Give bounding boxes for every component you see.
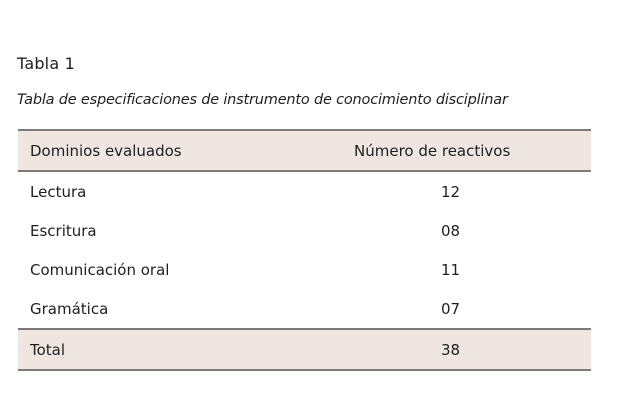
- count-cell: [348, 211, 591, 250]
- total-row: [18, 329, 591, 370]
- header-reactive-count: Número de reactivos: [354, 141, 511, 160]
- total-count-cell: [348, 329, 591, 370]
- count-cell: [348, 289, 591, 329]
- total-label: Total: [30, 340, 66, 359]
- total-value: 38: [440, 340, 461, 359]
- specifications-table: [18, 129, 591, 371]
- count-cell: [348, 250, 591, 289]
- table-row: [18, 250, 591, 289]
- table-row: [18, 211, 591, 250]
- domain-cell: Comunicación oral: [30, 260, 170, 279]
- table-caption: Tabla de especificaciones de instrumento de conocimiento disciplinar: [17, 92, 508, 108]
- domain-cell: Escritura: [30, 221, 97, 240]
- header-domains: Dominios evaluados: [30, 141, 182, 160]
- count-value: 08: [440, 221, 461, 240]
- domain-cell: Gramática: [30, 299, 109, 318]
- count-value: 12: [440, 182, 461, 201]
- table-row: [18, 289, 591, 329]
- domain-cell: Lectura: [30, 182, 87, 201]
- table-header-row: [18, 130, 591, 171]
- count-value: 11: [440, 260, 461, 279]
- count-value: 07: [440, 299, 461, 318]
- count-cell: [348, 171, 591, 211]
- table-label: Tabla 1: [17, 54, 76, 73]
- table-row: [18, 171, 591, 211]
